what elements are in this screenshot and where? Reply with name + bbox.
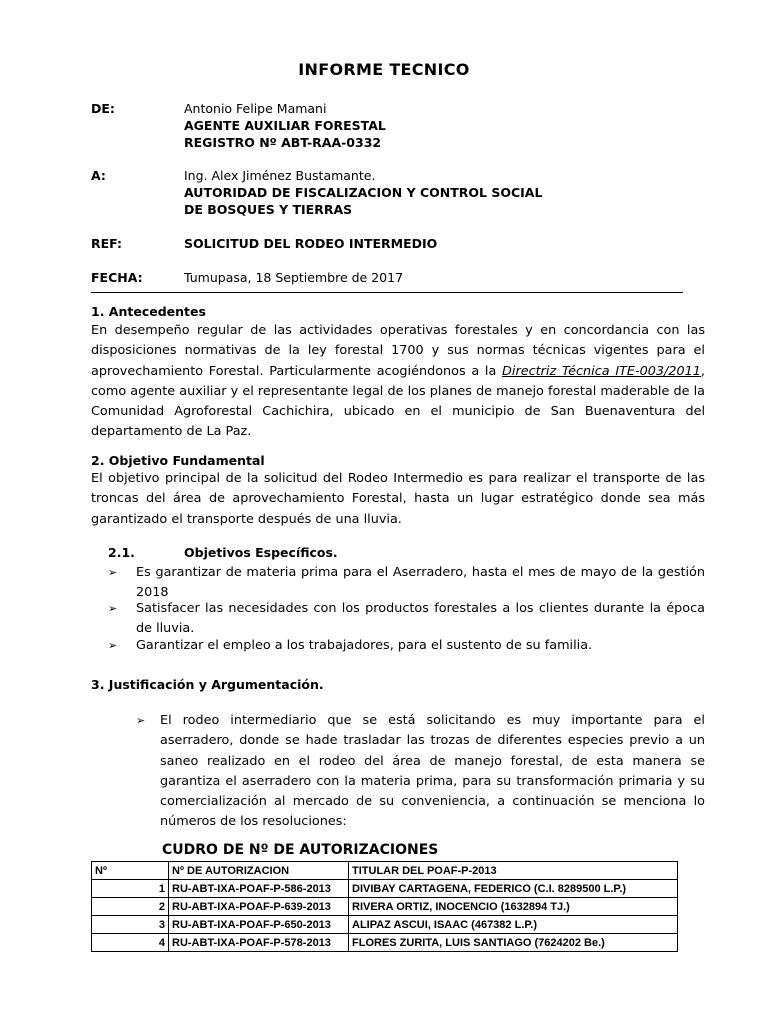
de-label: DE: [91,101,115,116]
list-item [108,563,705,604]
objetivo-heading: 2. Objetivo Fundamental [91,453,265,468]
cell-authorization: RU-ABT-IXA-POAF-P-650-2013 [169,916,349,934]
list-item [108,599,705,640]
list-item-text: Es garantizar de materia prima para el Aserradero, hasta el mes de mayo de la gestión 2018 [136,565,705,601]
cell-holder: RIVERA ORTIZ, INOCENCIO (1632894 TJ.) [349,898,678,916]
list-item [108,636,705,656]
ref-value: SOLICITUD DEL RODEO INTERMEDIO [184,236,438,251]
objetivo-paragraph: El objetivo principal de la solicitud del Rodeo Intermedio es para realizar el transporte de las troncas del área de aprovechamiento Forestal, hasta un lugar estratégico donde sea más garantizado el transporte después de una lluvia. [91,471,705,527]
arrow-bullet-icon: ➢ [136,714,146,727]
cell-number: 1 [92,880,169,898]
table-row [92,916,678,934]
fecha-value: Tumupasa, 18 Septiembre de 2017 [184,270,404,285]
table-row [92,934,678,952]
ref-label: REF: [91,236,123,251]
justificacion-item [136,711,705,833]
antecedentes-text-before: En desempeño regular de las actividades operativas forestales y en concordancia con las disposiciones normativas de la ley forestal 1700 y sus normas técnicas vigentes para el aprovechamiento Forestal. Particularmente acogiéndonos a la [91,323,705,379]
cell-holder: ALIPAZ ASCUI, ISAAC (467382 L.P.) [349,916,678,934]
arrow-bullet-icon: ➢ [108,639,118,652]
justificacion-heading: 3. Justificación y Argumentación. [91,677,324,692]
cell-authorization: RU-ABT-IXA-POAF-P-639-2013 [169,898,349,916]
arrow-bullet-icon: ➢ [108,566,118,579]
antecedentes-text-after: , como agente auxiliar y el representante legal de los planes de manejo forestal maderable de la Comunidad Agroforestal Cachichira, ubicado en el municipio de San Buenaventura del departamento de La Paz. [91,363,705,440]
table-header-row [92,862,678,880]
document-title: INFORME TECNICO [298,60,470,79]
antecedentes-paragraph [91,321,705,443]
especificos-title: Objetivos Específicos. [184,545,338,560]
especificos-heading [108,545,338,560]
cell-authorization: RU-ABT-IXA-POAF-P-586-2013 [169,880,349,898]
cell-holder: FLORES ZURITA, LUIS SANTIAGO (7624202 Be.) [349,934,678,952]
a-org-line1: AUTORIDAD DE FISCALIZACION Y CONTROL SOCIAL [184,185,543,200]
arrow-bullet-icon: ➢ [108,602,118,615]
table-row [92,898,678,916]
header-cell-authorization: Nº DE AUTORIZACION [169,862,349,880]
fecha-label: FECHA: [91,270,143,285]
antecedentes-heading: 1. Antecedentes [91,304,206,319]
cell-number: 2 [92,898,169,916]
cell-number: 4 [92,934,169,952]
table-title: CUDRO DE Nº DE AUTORIZACIONES [162,842,439,858]
cell-number: 3 [92,916,169,934]
header-cell-holder: TITULAR DEL POAF-P-2013 [349,862,678,880]
list-item-text: Garantizar el empleo a los trabajadores, para el sustento de su familia. [136,638,593,653]
header-cell-number: Nº [92,862,169,880]
cell-authorization: RU-ABT-IXA-POAF-P-578-2013 [169,934,349,952]
de-name: Antonio Felipe Mamani [184,101,327,116]
a-name: Ing. Alex Jiménez Bustamante. [184,168,376,183]
especificos-number: 2.1. [108,545,135,560]
header-divider [91,292,683,293]
directriz-link[interactable]: Directriz Técnica ITE-003/2011 [502,363,701,379]
list-item-text: Satisfacer las necesidades con los productos forestales a los clientes durante la época de lluvia. [136,601,705,637]
a-label: A: [91,168,106,183]
table-row [92,880,678,898]
cell-holder: DIVIBAY CARTAGENA, FEDERICO (C.I. 8289500 L.P.) [349,880,678,898]
authorizations-table [91,861,678,952]
de-role: AGENTE AUXILIAR FORESTAL [184,118,386,133]
a-org-line2: DE BOSQUES Y TIERRAS [184,202,353,217]
justificacion-text: El rodeo intermediario que se está solicitando es muy importante para el aserradero, donde se hade trasladar las trozas de diferentes especies previo a un saneo realizado en el rodeo del área de manejo forestal, de esta manera se garantiza el aserradero con la materia prima, para su transformación primaria y su comercialización al mercado de su conveniencia, a continuación se menciona lo números de los resoluciones: [160,713,705,830]
de-registro: REGISTRO Nº ABT-RAA-0332 [184,135,382,150]
